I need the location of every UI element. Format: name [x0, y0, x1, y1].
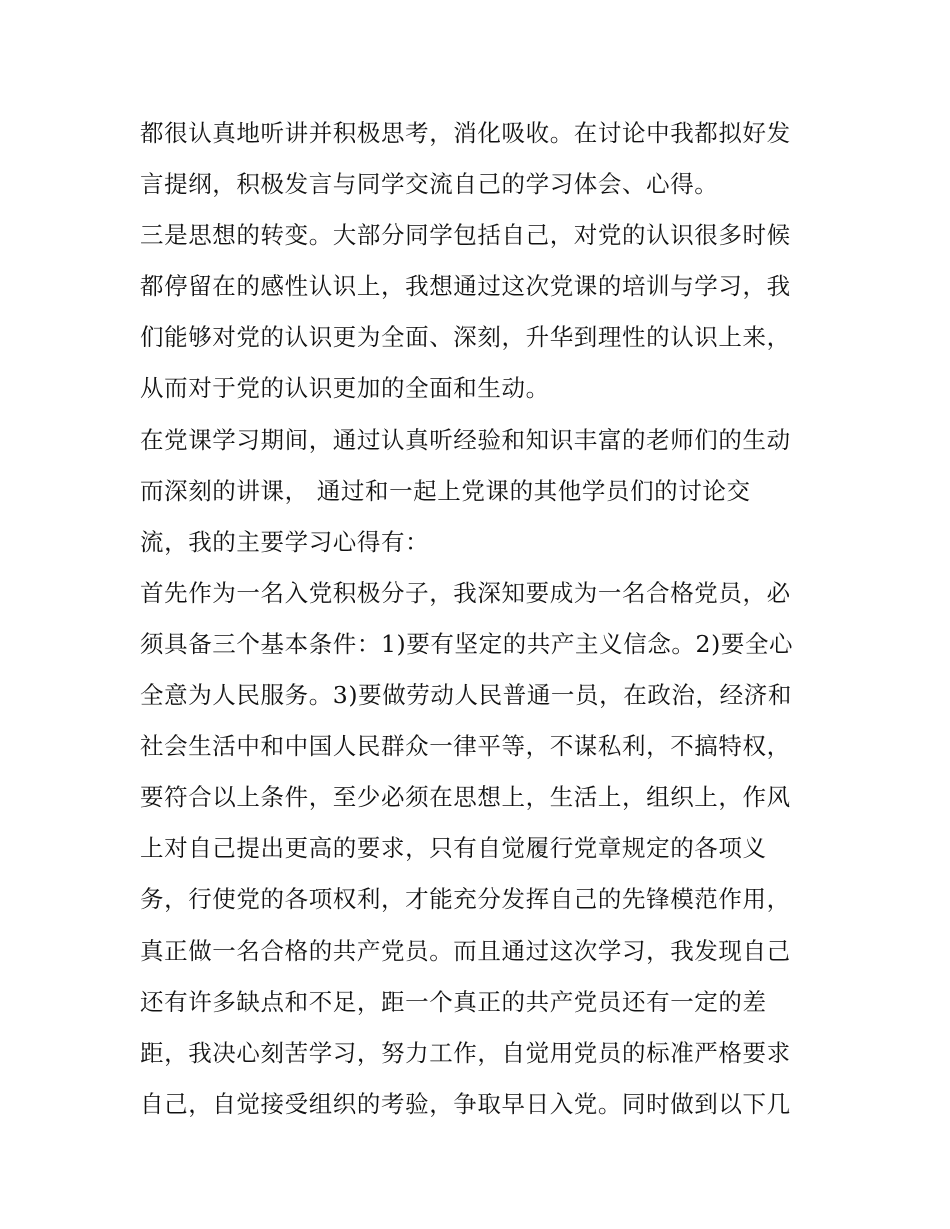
text-line: 还有许多缺点和不足，距一个真正的共产党员还有一定的差 — [140, 987, 767, 1016]
document-body — [140, 108, 830, 1130]
text-line: 言提纲，积极发言与同学交流自己的学习体会、心得。 — [140, 170, 719, 199]
text-line: 在党课学习期间，通过认真听经验和知识丰富的老师们的生动 — [140, 425, 791, 454]
text-line: 须具备三个基本条件：1)要有坚定的共产主义信念。2)要全心 — [140, 629, 794, 658]
text-line: 全意为人民服务。3)要做劳动人民普通一员，在政治，经济和 — [140, 681, 792, 710]
text-line: 都停留在的感性认识上，我想通过这次党课的培训与学习，我 — [140, 272, 791, 301]
text-line: 都很认真地听讲并积极思考，消化吸收。在讨论中我都拟好发 — [140, 119, 791, 147]
text-line: 们能够对党的认识更为全面、深刻，升华到理性的认识上来， — [140, 323, 791, 352]
text-line: 流，我的主要学习心得有： — [140, 527, 430, 556]
text-line: 从而对于党的认识更加的全面和生动。 — [140, 374, 550, 403]
text-line: 真正做一名合格的共产党员。而且通过这次学习，我发现自己 — [140, 936, 791, 965]
text-line: 社会生活中和中国人民群众一律平等，不谋私利，不搞特权， — [140, 732, 791, 761]
text-line: 距，我决心刻苦学习，努力工作，自觉用党员的标准严格要求 — [140, 1038, 791, 1067]
text-line: 务，行使党的各项权利，才能充分发挥自己的先锋模范作用， — [140, 885, 791, 914]
text-line: 上对自己提出更高的要求，只有自觉履行党章规定的各项义 — [140, 834, 767, 863]
text-line: 自己，自觉接受组织的考验，争取早日入党。同时做到以下几 — [140, 1089, 791, 1118]
text-line: 三是思想的转变。大部分同学包括自己，对党的认识很多时候 — [140, 221, 791, 250]
text-line: 首先作为一名入党积极分子，我深知要成为一名合格党员，必 — [140, 578, 791, 607]
text-line: 要符合以上条件，至少必须在思想上，生活上，组织上，作风 — [140, 783, 791, 812]
text-line: 而深刻的讲课， 通过和一起上党课的其他学员们的讨论交 — [140, 476, 751, 505]
